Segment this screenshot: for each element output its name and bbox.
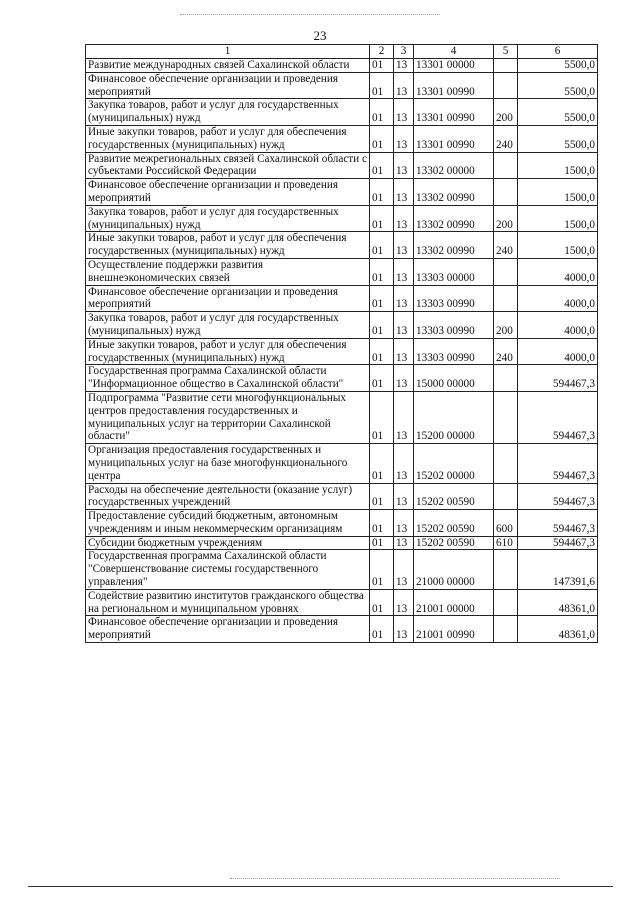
row-name: Государственная программа Сахалинской области "Информационное общество в Сахалинской области"	[86, 365, 370, 392]
row-expense-type	[494, 616, 518, 643]
table-row	[86, 616, 598, 643]
table-row	[86, 232, 598, 259]
row-subsection: 13	[394, 391, 414, 443]
row-expense-type	[494, 152, 518, 179]
row-name: Организация предоставления государственных и муниципальных услуг на базе многофункционального центра	[86, 444, 370, 483]
row-target-article: 15202 00590	[414, 510, 494, 537]
row-target-article: 13301 00990	[414, 125, 494, 152]
bottom-rule	[28, 886, 613, 887]
table-row	[86, 152, 598, 179]
row-name: Содействие развитию институтов гражданского общества на региональном и муниципальном уровнях	[86, 589, 370, 616]
row-subsection: 13	[394, 444, 414, 483]
row-amount: 4000,0	[518, 285, 598, 312]
row-target-article: 15000 00000	[414, 365, 494, 392]
row-target-article: 13301 00990	[414, 99, 494, 126]
row-name: Осуществление поддержки развития внешнеэкономических связей	[86, 258, 370, 285]
row-subsection: 13	[394, 365, 414, 392]
table-row	[86, 536, 598, 550]
header-col-2: 2	[370, 45, 394, 59]
row-section: 01	[370, 312, 394, 339]
row-target-article: 13302 00990	[414, 179, 494, 206]
row-section: 01	[370, 285, 394, 312]
row-subsection: 13	[394, 312, 414, 339]
row-expense-type	[494, 444, 518, 483]
row-amount: 5500,0	[518, 59, 598, 73]
row-expense-type	[494, 589, 518, 616]
row-expense-type: 240	[494, 232, 518, 259]
table-row	[86, 365, 598, 392]
row-section: 01	[370, 365, 394, 392]
row-section: 01	[370, 444, 394, 483]
row-name: Финансовое обеспечение организации и проведения мероприятий	[86, 72, 370, 99]
row-section: 01	[370, 59, 394, 73]
row-subsection: 13	[394, 510, 414, 537]
row-subsection: 13	[394, 205, 414, 232]
row-section: 01	[370, 616, 394, 643]
row-expense-type	[494, 550, 518, 589]
table-row	[86, 338, 598, 365]
row-subsection: 13	[394, 179, 414, 206]
row-target-article: 13302 00990	[414, 205, 494, 232]
row-amount: 594467,3	[518, 365, 598, 392]
row-section: 01	[370, 258, 394, 285]
row-target-article: 21001 00000	[414, 589, 494, 616]
header-col-1: 1	[86, 45, 370, 59]
row-expense-type: 600	[494, 510, 518, 537]
row-subsection: 13	[394, 152, 414, 179]
row-name: Финансовое обеспечение организации и проведения мероприятий	[86, 616, 370, 643]
row-section: 01	[370, 550, 394, 589]
row-name: Расходы на обеспечение деятельности (оказание услуг) государственных учреждений	[86, 483, 370, 510]
row-target-article: 21001 00990	[414, 616, 494, 643]
row-target-article: 21000 00000	[414, 550, 494, 589]
header-col-3: 3	[394, 45, 414, 59]
row-amount: 1500,0	[518, 179, 598, 206]
header-col-5: 5	[494, 45, 518, 59]
row-target-article: 15202 00590	[414, 536, 494, 550]
row-amount: 48361,0	[518, 616, 598, 643]
row-amount: 594467,3	[518, 444, 598, 483]
row-target-article: 15200 00000	[414, 391, 494, 443]
row-subsection: 13	[394, 72, 414, 99]
row-section: 01	[370, 232, 394, 259]
row-amount: 1500,0	[518, 232, 598, 259]
row-section: 01	[370, 152, 394, 179]
row-expense-type	[494, 59, 518, 73]
header-col-4: 4	[414, 45, 494, 59]
row-target-article: 13303 00990	[414, 285, 494, 312]
row-target-article: 15202 00590	[414, 483, 494, 510]
row-subsection: 13	[394, 536, 414, 550]
row-subsection: 13	[394, 285, 414, 312]
row-amount: 4000,0	[518, 338, 598, 365]
table-row	[86, 99, 598, 126]
row-amount: 5500,0	[518, 125, 598, 152]
row-name: Государственная программа Сахалинской области "Совершенствование системы государственного управления"	[86, 550, 370, 589]
row-section: 01	[370, 338, 394, 365]
row-name: Закупка товаров, работ и услуг для государственных (муниципальных) нужд	[86, 99, 370, 126]
row-name: Иные закупки товаров, работ и услуг для обеспечения государственных (муниципальных) нужд	[86, 338, 370, 365]
table-row	[86, 285, 598, 312]
table-row	[86, 483, 598, 510]
row-expense-type	[494, 258, 518, 285]
table-row	[86, 59, 598, 73]
row-amount: 1500,0	[518, 205, 598, 232]
row-amount: 1500,0	[518, 152, 598, 179]
row-expense-type	[494, 391, 518, 443]
table-row	[86, 258, 598, 285]
row-expense-type: 200	[494, 99, 518, 126]
row-subsection: 13	[394, 550, 414, 589]
row-name: Предоставление субсидий бюджетным, автономным учреждениям и иным некоммерческим организациям	[86, 510, 370, 537]
table-row	[86, 179, 598, 206]
row-section: 01	[370, 205, 394, 232]
row-amount: 48361,0	[518, 589, 598, 616]
row-amount: 4000,0	[518, 258, 598, 285]
table-row	[86, 72, 598, 99]
header-col-6: 6	[518, 45, 598, 59]
row-section: 01	[370, 483, 394, 510]
row-section: 01	[370, 125, 394, 152]
row-section: 01	[370, 510, 394, 537]
row-section: 01	[370, 536, 394, 550]
row-target-article: 15202 00000	[414, 444, 494, 483]
row-amount: 594467,3	[518, 510, 598, 537]
row-target-article: 13302 00990	[414, 232, 494, 259]
row-target-article: 13301 00000	[414, 59, 494, 73]
table-body	[86, 59, 598, 643]
page-number: 23	[313, 28, 327, 43]
row-target-article: 13303 00990	[414, 338, 494, 365]
budget-table	[85, 44, 598, 643]
row-subsection: 13	[394, 99, 414, 126]
row-name: Финансовое обеспечение организации и проведения мероприятий	[86, 285, 370, 312]
row-expense-type: 240	[494, 125, 518, 152]
row-name: Подпрограмма "Развитие сети многофункциональных центров предоставления государственных и муниципальных услуг на территории Сахалинской области"	[86, 391, 370, 443]
row-expense-type	[494, 365, 518, 392]
row-target-article: 13303 00000	[414, 258, 494, 285]
row-name: Закупка товаров, работ и услуг для государственных (муниципальных) нужд	[86, 312, 370, 339]
row-target-article: 13302 00000	[414, 152, 494, 179]
row-expense-type: 240	[494, 338, 518, 365]
row-subsection: 13	[394, 483, 414, 510]
row-target-article: 13303 00990	[414, 312, 494, 339]
row-amount: 4000,0	[518, 312, 598, 339]
row-amount: 5500,0	[518, 72, 598, 99]
row-name: Иные закупки товаров, работ и услуг для обеспечения государственных (муниципальных) нужд	[86, 125, 370, 152]
row-target-article: 13301 00990	[414, 72, 494, 99]
row-expense-type	[494, 285, 518, 312]
table-row	[86, 444, 598, 483]
row-expense-type: 200	[494, 312, 518, 339]
row-name: Закупка товаров, работ и услуг для государственных (муниципальных) нужд	[86, 205, 370, 232]
row-section: 01	[370, 391, 394, 443]
row-expense-type	[494, 483, 518, 510]
row-name: Развитие международных связей Сахалинской области	[86, 59, 370, 73]
row-subsection: 13	[394, 59, 414, 73]
row-name: Развитие межрегиональных связей Сахалинской области с субъектами Российской Федерации	[86, 152, 370, 179]
row-name: Иные закупки товаров, работ и услуг для обеспечения государственных (муниципальных) нужд	[86, 232, 370, 259]
table-row	[86, 125, 598, 152]
row-amount: 5500,0	[518, 99, 598, 126]
row-section: 01	[370, 589, 394, 616]
row-subsection: 13	[394, 616, 414, 643]
table-row	[86, 550, 598, 589]
row-subsection: 13	[394, 125, 414, 152]
table-row	[86, 312, 598, 339]
table-row	[86, 205, 598, 232]
row-subsection: 13	[394, 258, 414, 285]
table-row	[86, 589, 598, 616]
row-amount: 147391,6	[518, 550, 598, 589]
table-row	[86, 510, 598, 537]
row-section: 01	[370, 179, 394, 206]
row-amount: 594467,3	[518, 391, 598, 443]
row-section: 01	[370, 99, 394, 126]
row-name: Субсидии бюджетным учреждениям	[86, 536, 370, 550]
row-name: Финансовое обеспечение организации и проведения мероприятий	[86, 179, 370, 206]
row-subsection: 13	[394, 338, 414, 365]
row-expense-type	[494, 179, 518, 206]
row-subsection: 13	[394, 589, 414, 616]
header-row	[86, 45, 598, 59]
row-amount: 594467,3	[518, 536, 598, 550]
row-amount: 594467,3	[518, 483, 598, 510]
row-subsection: 13	[394, 232, 414, 259]
row-expense-type: 610	[494, 536, 518, 550]
row-expense-type: 200	[494, 205, 518, 232]
table-row	[86, 391, 598, 443]
row-expense-type	[494, 72, 518, 99]
row-section: 01	[370, 72, 394, 99]
